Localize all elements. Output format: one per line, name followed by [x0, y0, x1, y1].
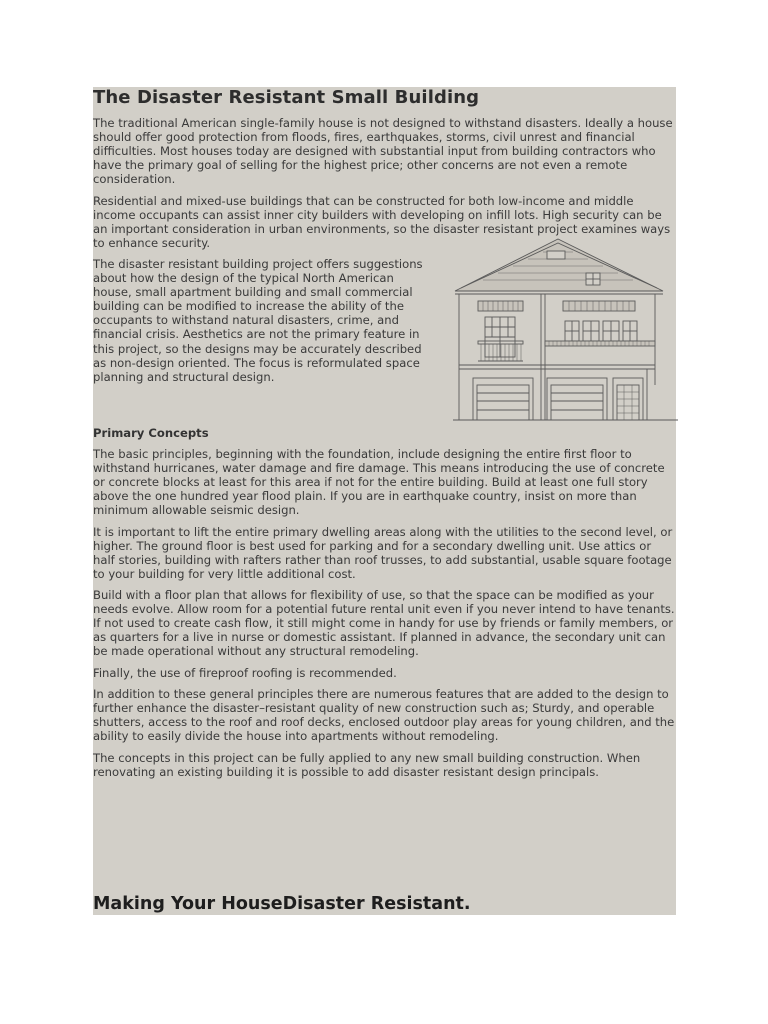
house-elevation-drawing: [453, 235, 678, 435]
paragraph-fireproof-roofing: Finally, the use of fireproof roofing is recommended.: [93, 666, 397, 680]
paragraph-basic-principles: The basic principles, beginning with the foundation, include designing the entire first floor to withstand hurricanes, water damage and fire damage. This means introducing the use of concrete or concrete blocks at least for this area if not for the entire building. Build at least one full story above the one hundred year flood plain. If you are in earthquake country, insist on more than minimum allowable seismic design.: [93, 447, 665, 518]
paragraph-intro: The traditional American single-family house is not designed to withstand disasters. Ideally a house should offer good protection from floods, fires, earthquakes, storms, civil unrest and financial difficulties. Most houses today are designed with substantial input from building contractors who have the primary goal of selling for the highest price; other concerns are not even a remote consideration.: [93, 116, 673, 187]
document-page: [93, 87, 676, 915]
page-title: The Disaster Resistant Small Building: [93, 87, 480, 108]
primary-concepts-heading: Primary Concepts: [93, 426, 209, 440]
paragraph-lift-dwelling: It is important to lift the entire primary dwelling areas along with the utilities to the second level, or higher. The ground floor is best used for parking and for a secondary dwelling unit. Use attics or half stories, building with rafters rather than roof trusses, to add substantial, usable square footage to your building for very little additional cost.: [93, 525, 673, 582]
section-title-making-house: Making Your HouseDisaster Resistant.: [93, 894, 471, 914]
paragraph-additional-features: In addition to these general principles there are numerous features that are added to the design to further enhance the disaster–resistant quality of new construction such as; Sturdy, and operable shutters, access to the roof and roof decks, enclosed outdoor play areas for young children, and the ability to easily divide the house into apartments without remodeling.: [93, 687, 675, 744]
paragraph-mixed-use: Residential and mixed-use buildings that can be constructed for both low-income and middle income occupants can assist inner city builders with developing on infill lots. High security can be an important consideration in urban environments, so the disaster resistant project examines ways to enhance security.: [93, 194, 671, 251]
paragraph-concepts-applied: The concepts in this project can be fully applied to any new small building construction. When renovating an existing building it is possible to add disaster resistant design principals.: [93, 751, 641, 780]
paragraph-floor-plan: Build with a floor plan that allows for flexibility of use, so that the space can be modified as your needs evolve. Allow room for a potential future rental unit even if you never intend to have tenants. If not used to create cash flow, it still might come in handy for use by friends or family members, or as quarters for a live in nurse or domestic assistant. If planned in advance, the secondary unit can be made operational without any structural remodeling.: [93, 588, 675, 659]
paragraph-project-overview: The disaster resistant building project offers suggestions about how the design of the typical North American house, small apartment building and small commercial building can be modified to increase the ability of the occupants to withstand natural disasters, crime, and financial crisis. Aesthetics are not the primary feature in this project, so the designs may be accurately described as non-design oriented. The focus is reformulated space planning and structural design.: [93, 257, 423, 384]
